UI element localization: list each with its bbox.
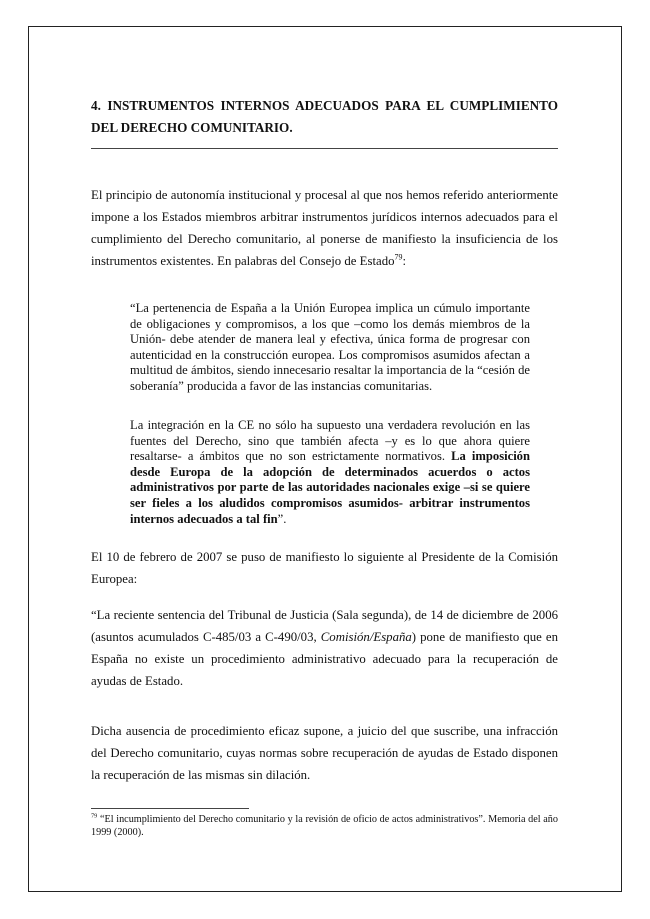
paragraph-infraccion: Dicha ausencia de procedimiento eficaz supone, a juicio del que suscribe, una infracción del Derecho comunitario, cuyas normas sobre recuperación de ayudas de Estado disponen la recuperación de las mismas sin dilación. bbox=[91, 724, 558, 782]
footnote-divider bbox=[91, 808, 249, 809]
block-quote-2-text: La integración en la CE no sólo ha supuesto una verdadera revolución en las fuentes del Derecho, sino que también afecta –y es lo que ahora quiere resaltarse- a ámbitos que no son estrictamente normativos. bbox=[130, 418, 530, 464]
block-quote-2 bbox=[130, 418, 530, 527]
paragraph-sentencia-before: “La reciente sentencia del Tribunal de Justicia (Sala segunda), de 14 de diciembre de 2006 (asuntos acumulados C-485/03 a C-490/03, bbox=[91, 608, 558, 644]
paragraph-sentencia-after: ) pone de manifiesto que en España no existe un procedimiento administrativo adecuado para la recuperación de ayudas de Estado. bbox=[91, 630, 558, 688]
block-quote-2-bold: La imposición desde Europa de la adopción de determinados acuerdos o actos administrativos por parte de las autoridades nacionales exige –si se quiere ser fieles a los aludidos compromisos asumidos- arbitrar instrumentos internos adecuados a tal fin bbox=[130, 449, 530, 526]
footnote-reference[interactable]: 79 bbox=[394, 252, 403, 262]
paragraph-intro-text: El principio de autonomía institucional y procesal al que nos hemos referido anteriormente impone a los Estados miembros arbitrar instrumentos jurídicos internos adecuados para el cumplimiento del Derecho comunitario, al ponerse de manifiesto la insuficiencia de los instrumentos existentes. En palabras del Consejo de Estado bbox=[91, 188, 558, 268]
footnote-number: 79 bbox=[91, 812, 98, 820]
footnote bbox=[91, 813, 558, 840]
heading-divider bbox=[91, 148, 558, 149]
paragraph-intro bbox=[91, 184, 558, 272]
case-name: Comisión/España bbox=[320, 630, 412, 644]
paragraph-sentencia bbox=[91, 604, 558, 692]
paragraph-date: El 10 de febrero de 2007 se puso de manifiesto lo siguiente al Presidente de la Comisión Europea: bbox=[91, 550, 558, 586]
block-quote-1: “La pertenencia de España a la Unión Europea implica un cúmulo importante de obligaciones y compromisos, a los que –como los demás miembros de la Unión- debe atender de manera leal y efectiva, única forma de progresar con autenticidad en la construcción europea. Los compromisos asumidos afectan a multitud de ámbitos, siendo innecesario resaltar la importancia de la “cesión de soberanía” producida a favor de las instancias comunitarias. bbox=[130, 301, 530, 393]
footnote-text: “El incumplimiento del Derecho comunitario y la revisión de oficio de actos administrativos”. Memoria del año 1999 (2000). bbox=[91, 814, 558, 839]
section-heading: 4. INSTRUMENTOS INTERNOS ADECUADOS PARA EL CUMPLIMIENTO DEL DERECHO COMUNITARIO. bbox=[91, 98, 558, 135]
paragraph-intro-end: : bbox=[402, 254, 406, 268]
block-quote-2-end: ”. bbox=[277, 511, 287, 526]
